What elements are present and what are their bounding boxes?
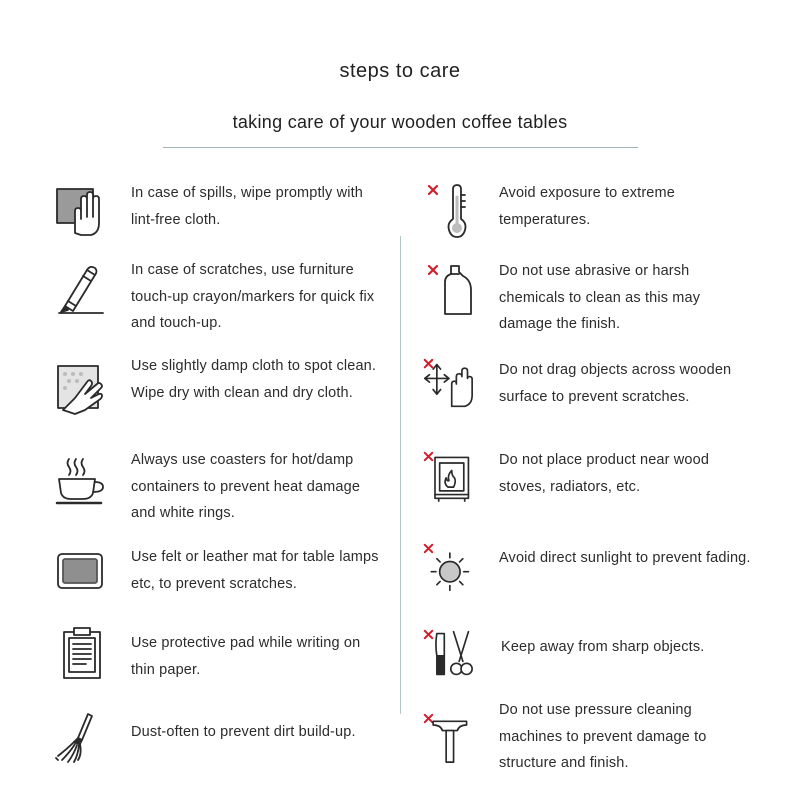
prohibited-x-icon <box>425 715 432 722</box>
care-tip-text: Dust-often to prevent dirt build-up. <box>131 724 356 740</box>
care-tip-text: Use felt or leather mat for table lamps etc, to prevent scratches. <box>131 549 379 592</box>
pressure-cleaner-icon <box>422 710 474 766</box>
care-tip-text: In case of spills, wipe promptly with lint-free cloth. <box>131 185 363 228</box>
care-tip-text: Use slightly damp cloth to spot clean. Wipe dry with clean and dry cloth. <box>131 358 377 401</box>
prohibited-x-icon <box>425 453 432 460</box>
page-subtitle: taking care of your wooden coffee tables <box>232 112 568 132</box>
column-divider <box>400 236 401 714</box>
prohibited-x-icon <box>429 266 437 274</box>
prohibited-x-icon <box>429 186 437 194</box>
thermometer-icon <box>425 183 477 239</box>
crayon-icon <box>55 262 107 318</box>
drag-hand-icon <box>422 356 474 412</box>
header-rule <box>163 147 638 148</box>
duster-icon <box>52 710 104 766</box>
prohibited-x-icon <box>425 631 432 638</box>
felt-mat-icon <box>55 548 107 604</box>
wood-stove-icon <box>422 448 474 504</box>
avoid-tip-text: Avoid exposure to extreme temperatures. <box>499 185 675 228</box>
sun-icon <box>422 540 474 596</box>
hot-cup-icon <box>55 455 107 511</box>
avoid-tip-text: Do not place product near wood stoves, radiators, etc. <box>499 452 710 495</box>
chemical-bottle-icon <box>425 262 477 318</box>
avoid-tip-text: Do not use abrasive or harsh chemicals to clean as this may damage the finish. <box>499 263 701 332</box>
avoid-tip-text: Avoid direct sunlight to prevent fading. <box>499 550 751 566</box>
knife-scissors-icon <box>422 626 474 682</box>
avoid-tip-text: Keep away from sharp objects. <box>501 639 705 655</box>
wipe-hand-icon <box>55 183 107 239</box>
page-title: steps to care <box>339 60 461 82</box>
care-tip-text: Use protective pad while writing on thin paper. <box>131 635 361 678</box>
damp-cloth-hand-icon <box>55 362 107 418</box>
prohibited-x-icon <box>425 545 432 552</box>
avoid-tip-text: Do not use pressure cleaning machines to prevent damage to structure and finish. <box>499 702 707 771</box>
care-tip-text: Always use coasters for hot/damp containers to prevent heat damage and white rings. <box>131 452 361 521</box>
clipboard-icon <box>58 626 110 682</box>
prohibited-x-icon <box>425 360 432 367</box>
care-tip-text: In case of scratches, use furniture touch-up crayon/markers for quick fix and touch-up. <box>131 262 375 331</box>
avoid-tip-text: Do not drag objects across wooden surface to prevent scratches. <box>499 362 732 405</box>
